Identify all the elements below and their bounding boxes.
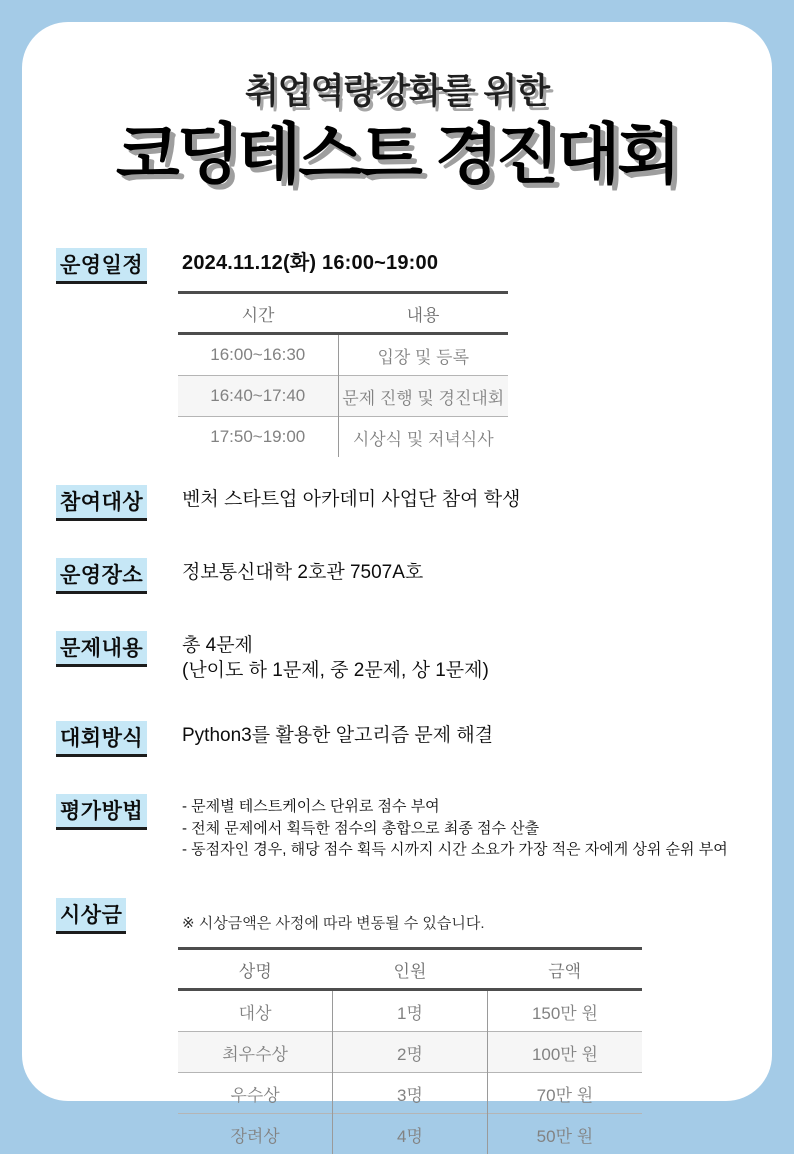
evaluation-bullet-2: - 전체 문제에서 획득한 점수의 총합으로 최종 점수 산출 — [182, 819, 540, 837]
section-label-prizes: 시상금 — [56, 898, 126, 934]
section-evaluation — [56, 794, 742, 861]
section-label-participants: 참여대상 — [56, 485, 147, 521]
section-label-problems: 문제내용 — [56, 631, 147, 667]
schedule-table — [178, 291, 508, 457]
schedule-header-content: 내용 — [338, 292, 508, 333]
schedule-content-cell: 시상식 및 저녁식사 — [338, 416, 508, 457]
section-label-col — [56, 248, 182, 284]
prize-note: ※ 시상금액은 사정에 따라 변동될 수 있습니다. — [182, 915, 485, 933]
prize-header-count: 인원 — [333, 949, 488, 990]
prize-amount-cell: 70만 원 — [487, 1073, 642, 1114]
schedule-time-cell: 17:50~19:00 — [178, 416, 338, 457]
prize-amount-cell: 50만 원 — [487, 1114, 642, 1154]
section-label-col — [56, 794, 182, 830]
section-schedule — [56, 248, 742, 457]
location-text: 정보통신대학 2호관 7507A호 — [182, 561, 424, 583]
participants-text: 벤처 스타트업 아카데미 사업단 참여 학생 — [182, 488, 521, 510]
section-label-col — [56, 721, 182, 757]
prize-amount-cell: 150만 원 — [531, 1004, 598, 1024]
prize-amount-cell: 100만 원 — [487, 1032, 642, 1073]
section-location — [56, 558, 742, 594]
poster-title: 코딩테스트 경진대회 — [115, 117, 679, 192]
prize-name-cell: 대상 — [178, 990, 333, 1032]
schedule-content-cell: 입장 및 등록 — [377, 347, 470, 367]
evaluation-bullet-1: - 문제별 테스트케이스 단위로 점수 부여 — [182, 797, 440, 815]
section-content-col — [182, 248, 742, 457]
schedule-time-cell: 16:40~17:40 — [178, 375, 338, 416]
section-content-col — [182, 558, 742, 585]
section-label-evaluation: 평가방법 — [56, 794, 147, 830]
section-content-col — [182, 794, 742, 861]
section-problems — [56, 631, 742, 684]
prize-name-cell: 우수상 — [178, 1073, 333, 1114]
prize-count-cell: 2명 — [333, 1032, 488, 1073]
prize-header-name: 상명 — [178, 949, 333, 990]
section-participants — [56, 485, 742, 521]
section-content-col — [182, 485, 742, 512]
schedule-datetime: 2024.11.12(화) 16:00~19:00 — [182, 252, 439, 275]
table-header-row — [178, 292, 508, 333]
prize-name-cell: 장려상 — [178, 1114, 333, 1154]
prize-count-cell: 4명 — [333, 1114, 488, 1154]
table-row — [178, 1114, 642, 1154]
section-label-col — [56, 558, 182, 594]
table-row — [178, 990, 642, 1032]
schedule-header-time: 시간 — [178, 292, 338, 333]
section-label-col — [56, 631, 182, 667]
schedule-time-cell: 16:00~16:30 — [178, 333, 338, 375]
poster-header — [22, 22, 772, 192]
evaluation-bullet-3: - 동점자인 경우, 해당 점수 획득 시까지 시간 소요가 가장 적은 자에게 상위 순위 부여 — [182, 841, 728, 859]
table-header-row — [178, 949, 642, 990]
table-row — [178, 375, 508, 416]
section-content-col — [182, 721, 742, 748]
table-row — [178, 333, 508, 375]
section-format — [56, 721, 742, 757]
section-label-format: 대회방식 — [56, 721, 147, 757]
table-row — [178, 1073, 642, 1114]
section-label-col — [56, 485, 182, 521]
sections-container — [22, 248, 772, 1154]
problems-line-2: (난이도 하 1문제, 중 2문제, 상 1문제) — [182, 660, 489, 682]
prize-name-cell: 최우수상 — [178, 1032, 333, 1073]
poster-subtitle: 취업역량강화를 위한 — [244, 72, 549, 111]
prize-count-cell: 3명 — [333, 1073, 488, 1114]
schedule-content-cell: 문제 진행 및 경진대회 — [338, 375, 508, 416]
section-label-location: 운영장소 — [56, 558, 147, 594]
section-label-col — [56, 898, 182, 934]
table-row — [178, 416, 508, 457]
section-prizes — [56, 898, 742, 1154]
prize-header-amount: 금액 — [487, 949, 642, 990]
table-row — [178, 1032, 642, 1073]
prize-count-cell: 1명 — [333, 990, 488, 1032]
format-text: Python3를 활용한 알고리즘 문제 해결 — [182, 724, 494, 746]
section-content-col — [182, 631, 742, 684]
section-content-col — [182, 898, 742, 1154]
section-label-schedule: 운영일정 — [56, 248, 147, 284]
problems-line-1: 총 4문제 — [182, 634, 253, 656]
poster-card — [22, 22, 772, 1147]
